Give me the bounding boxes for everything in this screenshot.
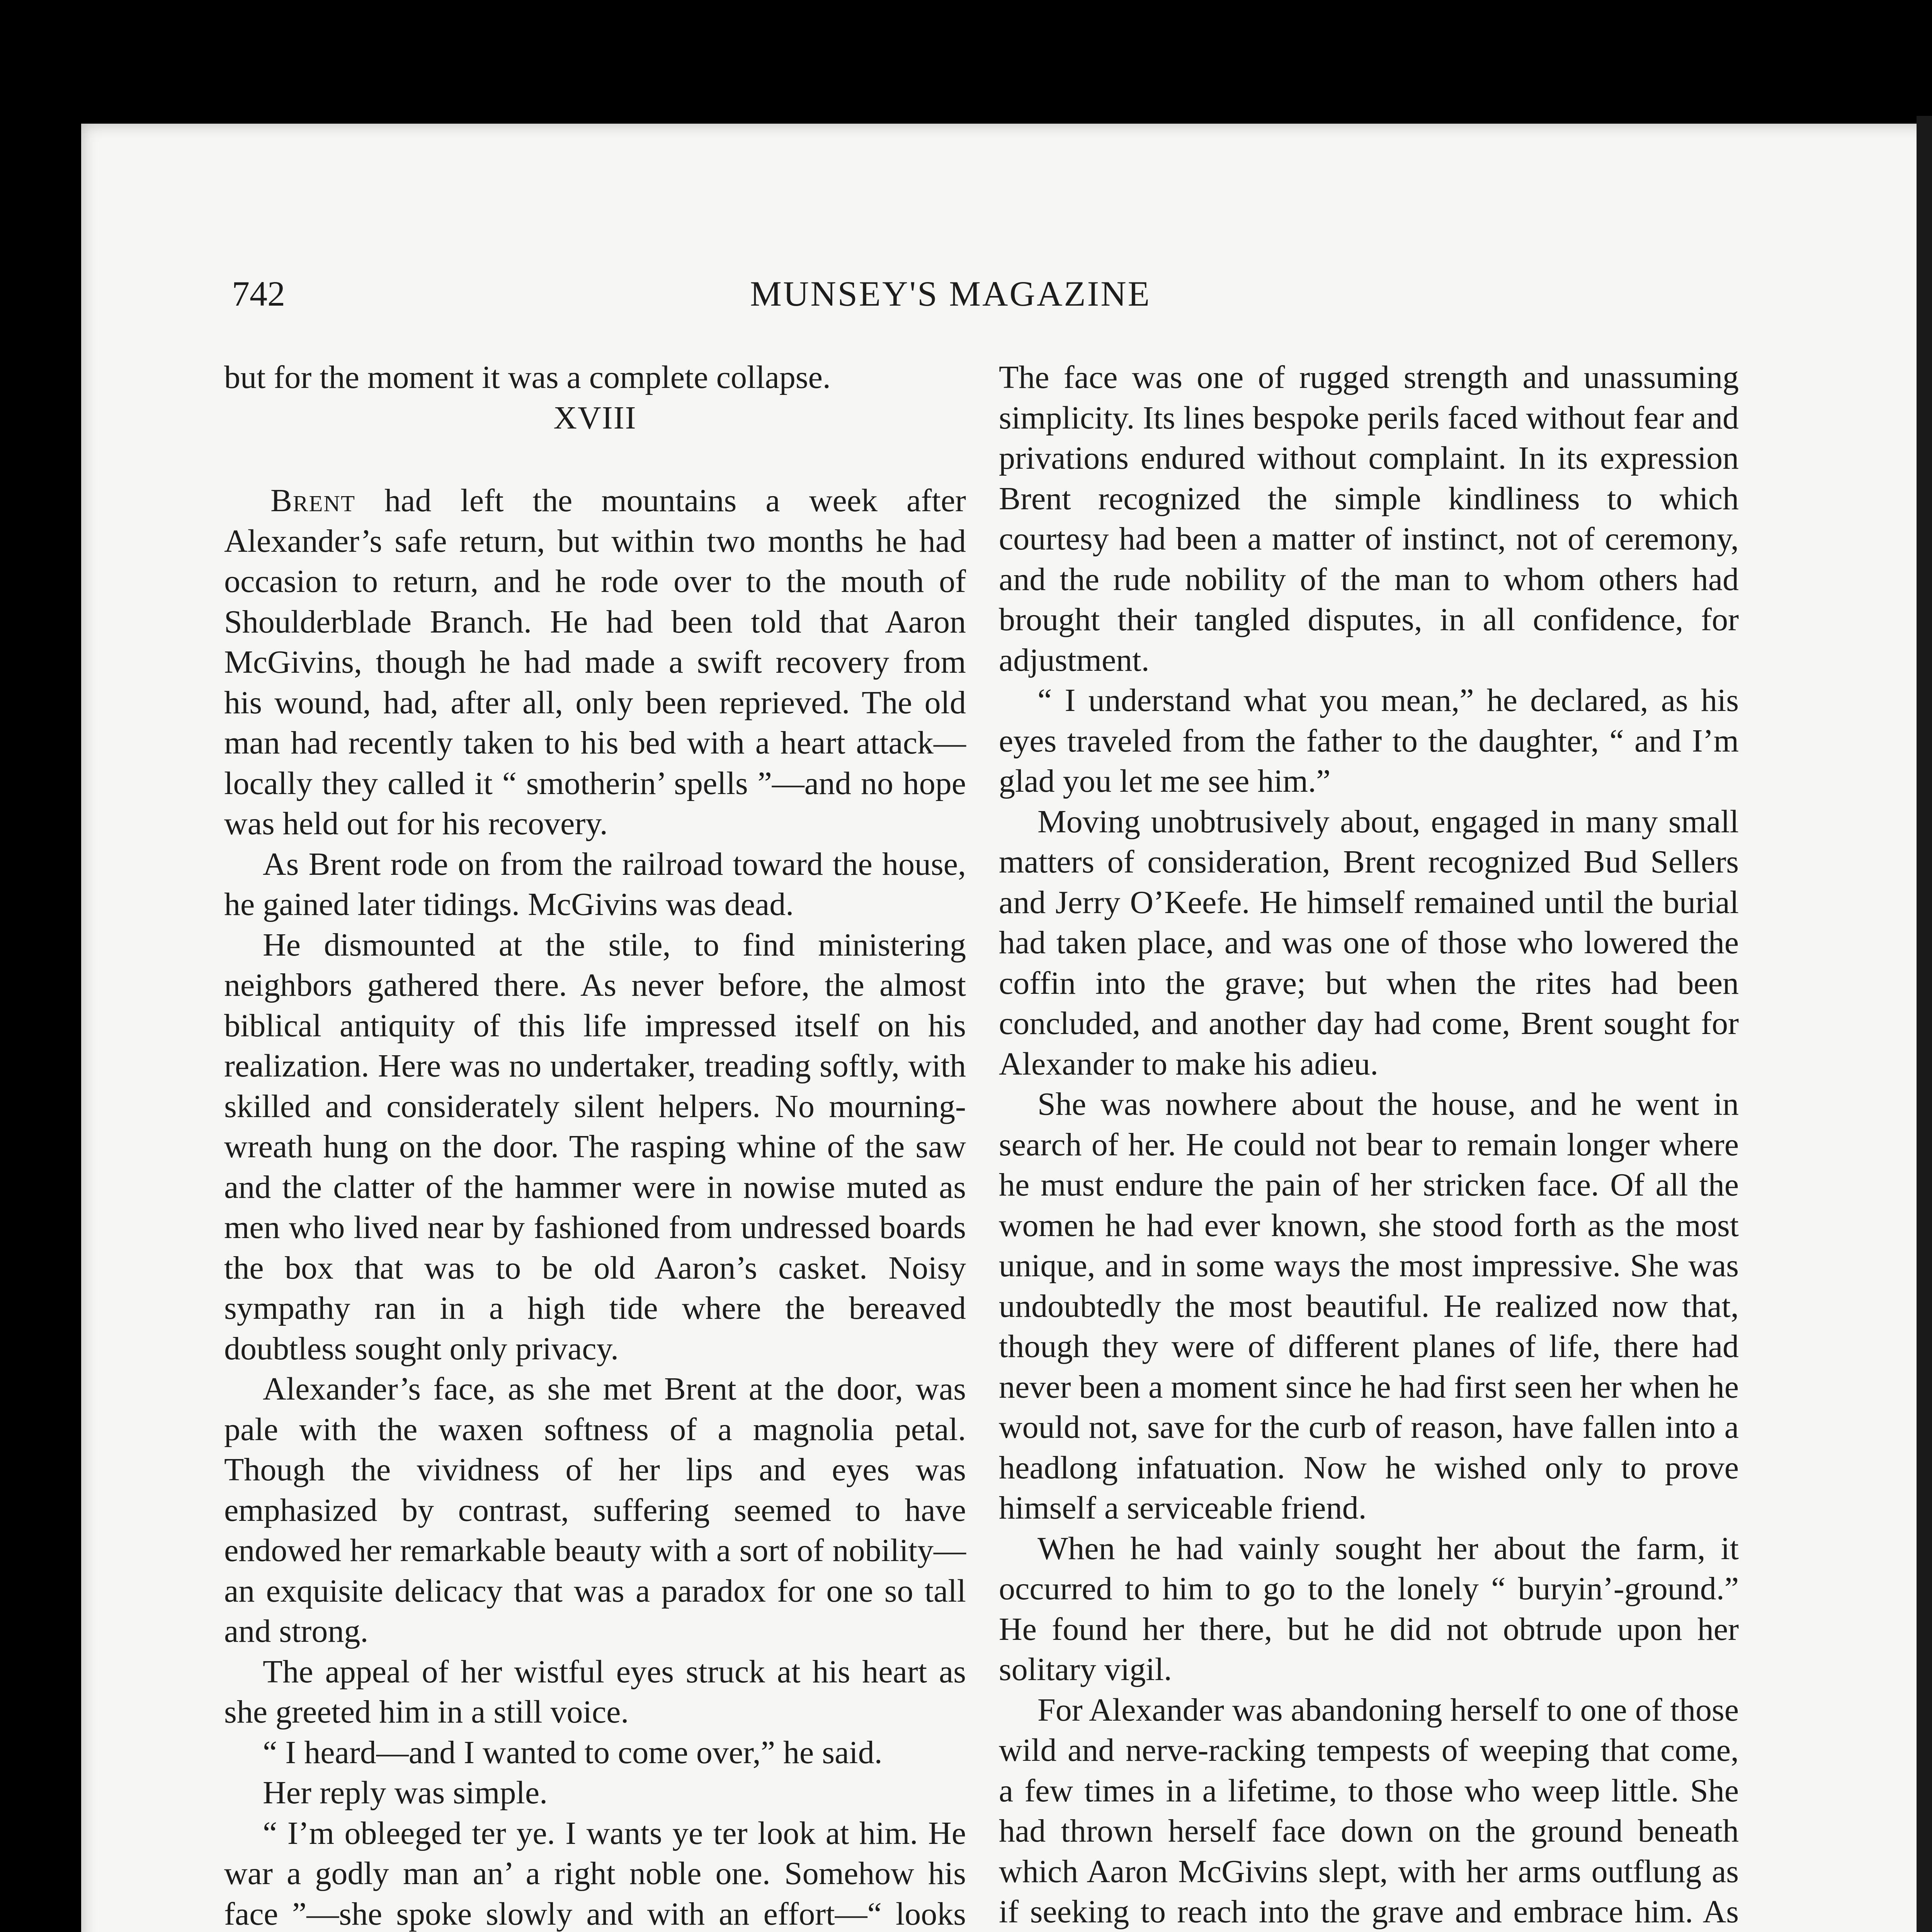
page-header [232, 270, 1739, 317]
paragraph: She was nowhere about the house, and he went in search of her. He could not bear to remain longer where he must endure the pain of her stricken face. Of all the women he had ever known, she stood forth as the most unique, and in some ways the most impressive. She was undoubtedly the most beautiful. He realized now that, though they were of different planes of life, there had never been a moment since he had first seen her when he would not, save for the curb of reason, have fallen into a headlong infatuation. Now he wished only to prove himself a serviceable friend. [999, 1086, 1739, 1526]
paragraph: Moving unobtrusively about, engaged in many small matters of consideration, Brent recognized Bud Sellers and Jerry O’Keefe. He himself remained until the burial had taken place, and was one of those who lowered the coffin into the grave; but when the rites had been concluded, and another day had come, Brent sought for Alexander to make his adieu. [999, 803, 1739, 1082]
opening-word: Brent [270, 483, 356, 519]
page-number: 742 [232, 274, 285, 313]
chapter-opening-paragraph [224, 481, 966, 844]
paragraph: For Alexander was abandoning herself to one of those wild and nerve-racking tempests of weeping that come, a few times in a lifetime, to those who weep little. She had thrown herself face down on the ground beneath which Aaron McGivins slept, with her arms outflung as if seeking to reach into the grave and embrace him. As [999, 1692, 1739, 1930]
paragraph: “ I’m obleeged ter ye. I wants ye ter look at him. He war a godly man an’ a right noble one. Somehow his face ”—she spoke slowly and with an effort—“ looks [224, 1815, 966, 1932]
paragraph: Alexander’s face, as she met Brent at the door, was pale with the waxen softness of a magnolia petal. Though the vividness of her lips and eyes was emphasized by contrast, suffering seemed to have endowed her remarkable beauty with a sort of nobility—an exquisite delicacy that was a paradox for one so tall and strong. [224, 1371, 966, 1649]
page-gutter-shadow [1917, 116, 1932, 1932]
running-title: MUNSEY'S MAGAZINE [750, 274, 1151, 313]
paragraph: When he had vainly sought her about the farm, it occurred to him to go to the lonely “ buryin’-ground.” He found her there, but he did not obtrude upon her solitary vigil. [999, 1530, 1739, 1687]
paragraph: “ I understand what you mean,” he declared, as his eyes traveled from the father to the daughter, “ and I’m glad you let me see him.” [999, 682, 1739, 799]
paragraph: The appeal of her wistful eyes struck at his heart as she greeted him in a still voice. [224, 1653, 966, 1730]
left-column [224, 357, 966, 1932]
paragraph: He dismounted at the stile, to find ministering neighbors gathered there. As never before, the almost biblical antiquity of this life impressed itself on his realization. Here was no undertaker, treading softly, with skilled and considerately silent helpers. No mourning-wreath hung on the door. The rasping whine of the saw and the clatter of the hammer were in nowise muted as men who lived near by fashioned from undressed boards the box that was to be old Aaron’s casket. Noisy sympathy ran in a high tide where the bereaved doubtless sought only privacy. [224, 927, 966, 1367]
right-column [999, 357, 1739, 1932]
paragraph: “ I heard—and I wanted to come over,” he said. [263, 1734, 883, 1770]
paragraph-text: had left the mountains a week after Alexander’s safe return, but within two months he had occasion to return, and he rode over to the mouth of Shoulderblade Branch. He had been told that Aaron McGivins, though he had made a swift recovery from his wound, had, after all, only been reprieved. The old man had recently taken to his bed with a heart attack—locally they called it “ smotherin’ spells ”—and no hope was held out for his recovery. [224, 483, 966, 842]
paragraph: but for the moment it was a complete collapse. [224, 359, 831, 395]
paragraph: The face was one of rugged strength and unassuming simplicity. Its lines bespoke perils faced without fear and privations endured without complaint. In its expression Brent recognized the simple kindliness to which courtesy had been a matter of instinct, not of ceremony, and the rude nobility of the man to whom others had brought their tangled disputes, in all confidence, for adjustment. [999, 359, 1739, 678]
paragraph: As Brent rode on from the railroad toward the house, he gained later tidings. McGivins was dead. [224, 846, 966, 922]
chapter-heading: XVIII [553, 400, 637, 436]
paragraph: Her reply was simple. [263, 1775, 548, 1811]
